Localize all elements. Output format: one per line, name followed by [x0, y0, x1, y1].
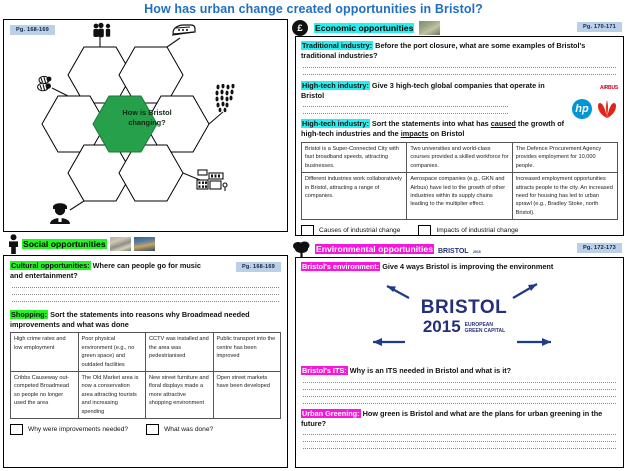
bristol-harbour-photo: [134, 237, 155, 251]
table-row: [302, 173, 618, 220]
statement-cell[interactable]: Cribbs Causeway out-competed Broadmead so people no longer used the area: [11, 371, 79, 418]
key-label: Causes of industrial change: [319, 227, 401, 235]
key-label: Impacts of industrial change: [436, 227, 519, 235]
bristol-street-photo: [110, 237, 131, 251]
sort-text-c: on Bristol: [428, 129, 465, 139]
economic-key: [301, 225, 618, 236]
social-opportunities-header: [3, 233, 288, 255]
environmental-opportunities-label: Environmental opportunities: [316, 244, 433, 254]
environment-question: [301, 262, 618, 272]
traditional-industry-label: Traditional industry:: [302, 41, 373, 50]
greening-question: [301, 409, 618, 429]
answer-line[interactable]: [303, 434, 616, 435]
statement-cell[interactable]: Different industries work collaboratively in Bristol, attracting a range of companies.: [302, 173, 407, 220]
answer-line[interactable]: [12, 294, 279, 295]
key-label: What was done?: [164, 425, 214, 433]
airbus-logo: AIRBUS: [600, 85, 618, 91]
bristol-logo-subtitle: EUROPEAN GREEN CAPITAL: [464, 322, 506, 335]
bristol-aerial-photo: [419, 21, 440, 35]
cultural-question-text: Where can people go for music and entertainment?: [10, 261, 201, 280]
shopping-key: [10, 424, 281, 435]
person-icon: [5, 234, 22, 254]
factory-icon: [196, 168, 228, 194]
answer-line[interactable]: [303, 67, 616, 68]
sort-text-impacts: impacts: [400, 129, 429, 139]
page-title: How has urban change created opportunities in Bristol?: [144, 2, 483, 16]
bristol-2015-logo: [389, 298, 539, 335]
hp-logo: hp: [572, 99, 592, 119]
table-row: [302, 143, 618, 173]
economic-opportunities-label: Economic opportunities: [315, 23, 414, 33]
table-row: [11, 333, 281, 372]
answer-line[interactable]: [303, 382, 616, 383]
huawei-logo: [596, 99, 618, 119]
bristol-logo-year: 2015: [422, 316, 461, 336]
train-icon: [170, 23, 196, 39]
student-icon: [48, 200, 72, 224]
hightech-companies-question: [301, 81, 551, 101]
statement-cell[interactable]: The Old Market area is now a conservation area attracting tourists and increasing spending: [78, 371, 146, 418]
statement-cell[interactable]: CCTV was installed and the area was pedestrianised: [146, 333, 214, 372]
greening-question-text: How green is Bristol and what are the plans for urban greening in the future?: [301, 408, 603, 428]
economic-opportunities-header: [291, 19, 624, 37]
social-opportunities-body: [3, 255, 288, 468]
sort-text-a: Sort the statements into what has: [371, 119, 491, 129]
hexagon-center-label: How is Bristol changing?: [122, 108, 172, 127]
statement-cell[interactable]: Bristol is a Super-Connected City with fast broadband speeds, attracting businesses.: [302, 143, 407, 173]
shopping-question-text: Sort the statements into reasons why Broadmead needed improvements and what was done: [10, 309, 250, 329]
sort-text-caused: caused: [490, 119, 516, 129]
bristol-2015-logo-block: [301, 276, 618, 362]
page-ref-social: Pg. 168-169: [236, 262, 281, 272]
hexagon-diagram-panel: [3, 19, 288, 232]
hexagon-diagram: [4, 20, 289, 233]
wheat-icon: [214, 84, 242, 114]
traditional-industry-question: [301, 41, 591, 61]
statement-cell[interactable]: Public transport into the centre has been improved: [213, 333, 281, 372]
pound-coin-icon: £: [292, 20, 308, 36]
greening-label: Urban Greening:: [302, 408, 360, 418]
table-row: [11, 371, 281, 418]
key-checkbox[interactable]: [301, 225, 314, 236]
bristol-2015-inline-logo: BRISTOL 2015: [437, 248, 481, 255]
shopping-label: Shopping:: [11, 309, 48, 319]
company-logos: [563, 85, 619, 127]
tree-icon: [292, 240, 311, 258]
statement-cell[interactable]: Open street markets have been developed: [213, 371, 281, 418]
hightech-sort-label: High-tech industry:: [302, 119, 369, 129]
page-ref-economic: Pg. 170-171: [577, 22, 622, 32]
people-icon: [92, 22, 114, 38]
shopping-statements-table: [10, 332, 281, 419]
social-opportunities-label: Social opportunities: [23, 239, 106, 249]
hightech-companies-question-text: Give 3 high-tech global companies that operate in Bristol: [301, 80, 545, 100]
cultural-label: Cultural opportunities:: [11, 261, 90, 270]
statement-cell[interactable]: Aerospace companies (e.g., GKN and Airbus) have led to the growth of other industries within its supply chains leading to the multiplier effect.: [407, 173, 512, 220]
bees-icon: [36, 74, 58, 94]
environmental-opportunities-header: [291, 240, 624, 258]
answer-line[interactable]: [303, 113, 508, 114]
answer-line[interactable]: [12, 301, 279, 302]
environment-label: Bristol's environment:: [302, 262, 380, 271]
its-label: Bristol's ITS:: [302, 365, 347, 375]
bristol-logo-word: BRISTOL: [420, 296, 508, 318]
answer-line[interactable]: [303, 389, 616, 390]
statement-cell[interactable]: New street furniture and floral displays made a more attractive shopping environment: [146, 371, 214, 418]
its-question: [301, 366, 618, 376]
key-checkbox[interactable]: [418, 225, 431, 236]
its-question-text: Why is an ITS needed in Bristol and what is it?: [349, 365, 512, 375]
sort-text-b: the growth of high-tech industries and the: [301, 119, 565, 139]
hightech-sort-question: [301, 119, 579, 139]
hightech-companies-label: High-tech industry:: [302, 80, 369, 90]
answer-line[interactable]: [303, 448, 616, 449]
answer-line[interactable]: [12, 287, 279, 288]
answer-line[interactable]: [303, 106, 508, 107]
key-checkbox[interactable]: [146, 424, 159, 435]
economic-opportunities-body: [295, 36, 624, 236]
statement-cell[interactable]: Poor physical environment (e.g., no green space) and outdated facilities: [78, 333, 146, 372]
answer-line[interactable]: [303, 403, 616, 404]
statement-cell[interactable]: High crime rates and low employment: [11, 333, 79, 372]
statement-cell[interactable]: Two universities and world-class courses provided a skilled workforce for companies.: [407, 143, 512, 173]
key-checkbox[interactable]: [10, 424, 23, 435]
statement-cell[interactable]: The Defence Procurement Agency provides employment for 10,000 people.: [512, 143, 617, 173]
cultural-question: [10, 261, 215, 281]
page-ref-environmental: Pg. 172-173: [577, 243, 622, 253]
page-ref-hex: Pg. 168-169: [10, 25, 55, 35]
answer-line[interactable]: [303, 441, 616, 442]
key-label: Why were improvements needed?: [28, 425, 129, 433]
statement-cell[interactable]: Increased employment opportunities attracts people to the city. An increased need for housing has led to urban sprawl (e.g., Bradley Stoke, north Bristol).: [512, 173, 617, 220]
shopping-question: [10, 310, 281, 330]
economic-statements-table: [301, 142, 618, 220]
answer-line[interactable]: [303, 396, 616, 397]
environmental-opportunities-body: [295, 257, 624, 468]
environment-question-text: Give 4 ways Bristol is improving the environment: [382, 262, 554, 271]
answer-line[interactable]: [303, 74, 616, 75]
traditional-industry-question-text: Before the port closure, what are some examples of Bristol's traditional industries?: [301, 41, 586, 60]
